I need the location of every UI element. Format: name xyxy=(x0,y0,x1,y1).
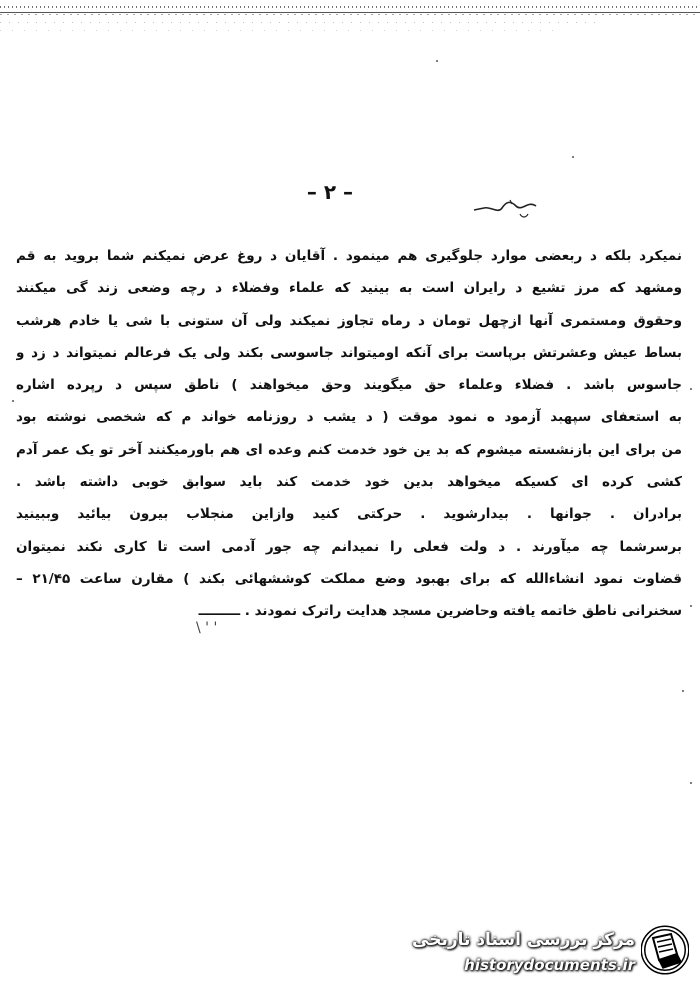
text-line: برادران . جوانها . بیدارشوید . حرکتی کنید وازاین منجلاب بیرون بیائید وببینید xyxy=(16,506,682,523)
scan-speck xyxy=(682,690,684,692)
text-line: سخنرانی ناطق خاتمه یافته وحاضرین مسجد هدایت راترک نمودند . ـــــــــ xyxy=(198,603,682,620)
scan-speck xyxy=(690,388,692,390)
scan-speck xyxy=(690,782,692,784)
text-line: من برای این بازنشسته میشوم که بد ین خود خدمت کنم وعده ای هم باورمیکنند آخر تو یک عمر آدم xyxy=(16,441,682,458)
book-emblem-icon xyxy=(641,924,689,976)
text-line: برسرشما چه میآورند . د ولت فعلی را نمیدانم چه جور آدمی است تا کاری نکند نمیتوان xyxy=(16,538,682,555)
text-line: کشی کرده ای کسیکه میخواهد بدین خود خدمت کند باید سوابق خوبی داشته باشد . xyxy=(16,474,682,491)
scan-speck xyxy=(436,60,438,62)
scan-speck xyxy=(12,400,14,402)
text-line: نمیکرد بلکه د ربعضی موارد جلوگیری هم مینمود . آقایان د روغ عرض نمیکنم شما بروید به قم xyxy=(16,248,682,264)
faint-stamp-marks: \ ' ' xyxy=(196,620,218,636)
text-line: وحقوق ومستمری آنها ازچهل تومان د رماه تجاوز نمیکند ولی آن ستونی با شی یا خادم هرشب xyxy=(16,312,682,329)
handwritten-mark xyxy=(470,196,540,222)
text-line: ومشهد که مرز تشیع د رایران است به بینید که علماء وفضلاء د رچه وضعی زند گی میکنند xyxy=(16,280,682,297)
text-line: قضاوت نمود انشاءالله که برای بهبود وضع مملکت کوششهائی بکند ) مقارن ساعت ۲۱/۴۵ – xyxy=(16,570,682,587)
text-line: به استعفای سپهبد آزمود ه نمود موقت ( د یشب د روزنامه خواند م که شخصی نوشته بود xyxy=(16,409,682,426)
scan-top-rule xyxy=(0,12,700,13)
watermark-logo xyxy=(405,922,695,982)
scan-speck xyxy=(572,156,574,158)
scan-noise-top xyxy=(0,0,700,42)
scan-speck xyxy=(690,605,692,607)
text-line: جاسوس باشد . فضلاء وعلماء حق میگویند وحق میخواهند ) ناطق سپس د رپرده اشاره xyxy=(16,377,682,394)
page-number: – ۲ – xyxy=(306,180,354,204)
watermark-url: historydocuments.ir xyxy=(464,956,635,974)
watermark-brand-name: مرکز بررسی اسناد تاریخی xyxy=(412,930,635,950)
text-line: بساط عیش وعشرتش برپاست برای آنکه اومیتواند جاسوسی بکند ولی یک فرعالم نمیتواند د زد و xyxy=(16,344,682,361)
report-body xyxy=(16,240,682,628)
